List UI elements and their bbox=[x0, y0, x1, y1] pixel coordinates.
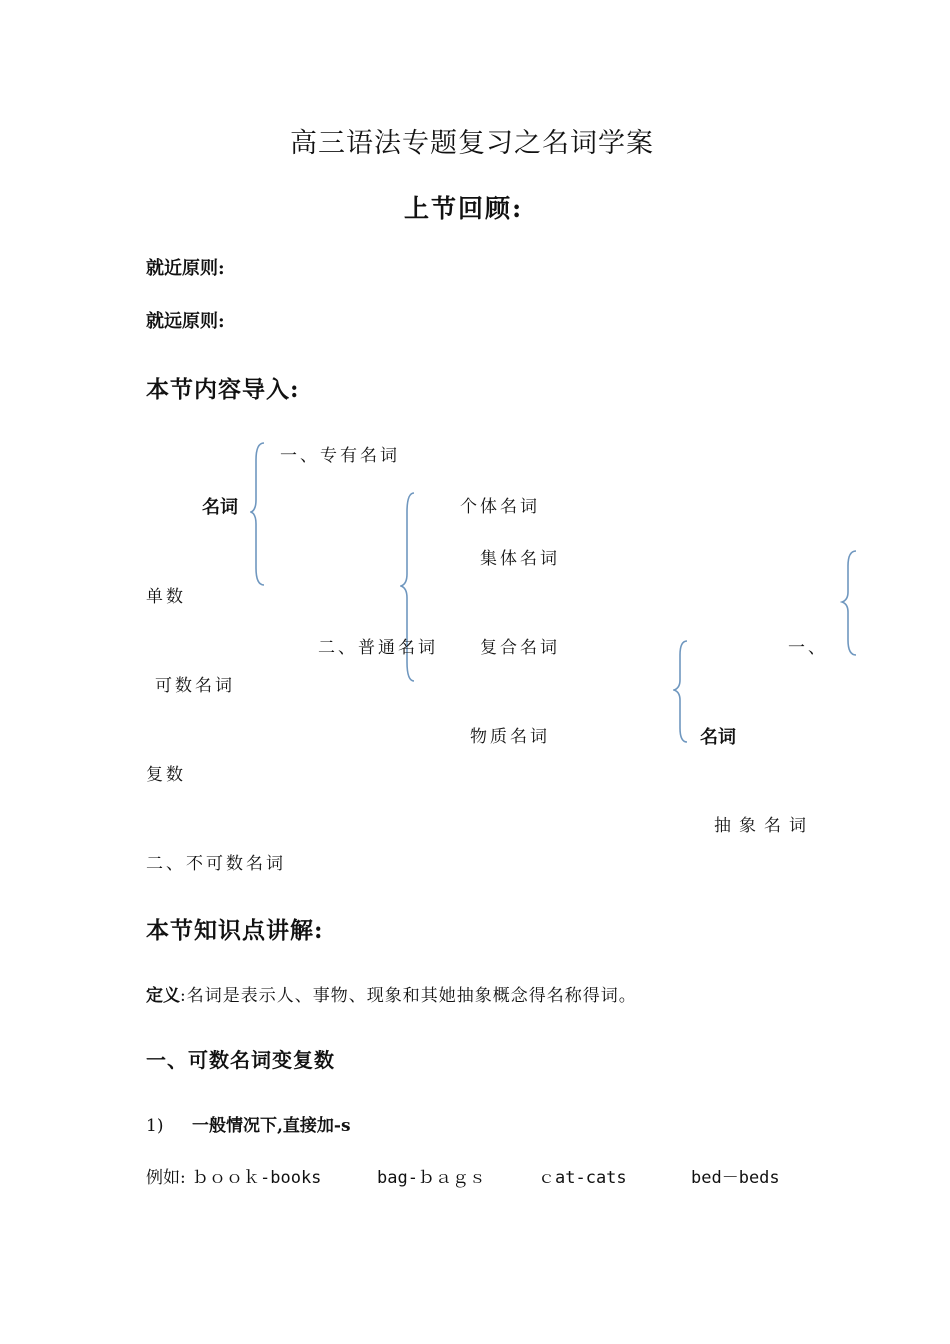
tree-collective-noun: 集体名词 bbox=[480, 549, 560, 569]
example-label: 例如: bbox=[146, 1168, 186, 1188]
tree-plural: 复数 bbox=[146, 765, 186, 785]
tree-abstract-noun: 抽象名词 bbox=[714, 816, 814, 836]
brace-countable bbox=[673, 638, 693, 746]
tree-noun-right: 名词 bbox=[700, 727, 736, 748]
tree-material-noun: 物质名词 bbox=[470, 727, 550, 747]
tree-individual-noun: 个体名词 bbox=[460, 497, 540, 517]
tree-countable-noun: 可数名词 bbox=[155, 676, 235, 696]
definition-line bbox=[146, 988, 637, 1005]
tree-common-noun: 二、普通名词 bbox=[318, 638, 438, 658]
review-heading: 上节回顾: bbox=[404, 194, 524, 223]
tree-uncountable-noun: 二、不可数名词 bbox=[146, 854, 286, 874]
example-bed: bed－beds bbox=[691, 1168, 780, 1188]
far-rule-label: 就远原则: bbox=[146, 311, 225, 332]
brace-root bbox=[250, 440, 270, 590]
example-cat: ｃat-cats bbox=[538, 1168, 627, 1188]
explain-heading: 本节知识点讲解: bbox=[146, 917, 324, 944]
example-bag: bag-ｂａｇｓ bbox=[377, 1168, 486, 1188]
brace-number bbox=[840, 548, 860, 658]
definition-label: 定义 bbox=[146, 986, 180, 1006]
section1-heading: 一、可数名词变复数 bbox=[146, 1048, 335, 1072]
tree-compound-noun: 复合名词 bbox=[480, 638, 560, 658]
page-title: 高三语法专题复习之名词学案 bbox=[290, 128, 654, 159]
tree-root-noun: 名词 bbox=[202, 497, 238, 518]
rule1-number: 1) bbox=[146, 1116, 164, 1136]
tree-one-right: 一、 bbox=[788, 638, 828, 658]
rule1-text: 一般情况下,直接加-s bbox=[192, 1116, 351, 1136]
intro-heading: 本节内容导入: bbox=[146, 376, 300, 403]
definition-text: :名词是表示人、事物、现象和其她抽象概念得名称得词。 bbox=[180, 986, 637, 1006]
tree-singular: 单数 bbox=[146, 587, 186, 607]
near-rule-label: 就近原则: bbox=[146, 258, 225, 279]
tree-proper-noun: 一、专有名词 bbox=[280, 446, 400, 466]
example-book: ｂｏｏｋ-books bbox=[192, 1168, 322, 1188]
